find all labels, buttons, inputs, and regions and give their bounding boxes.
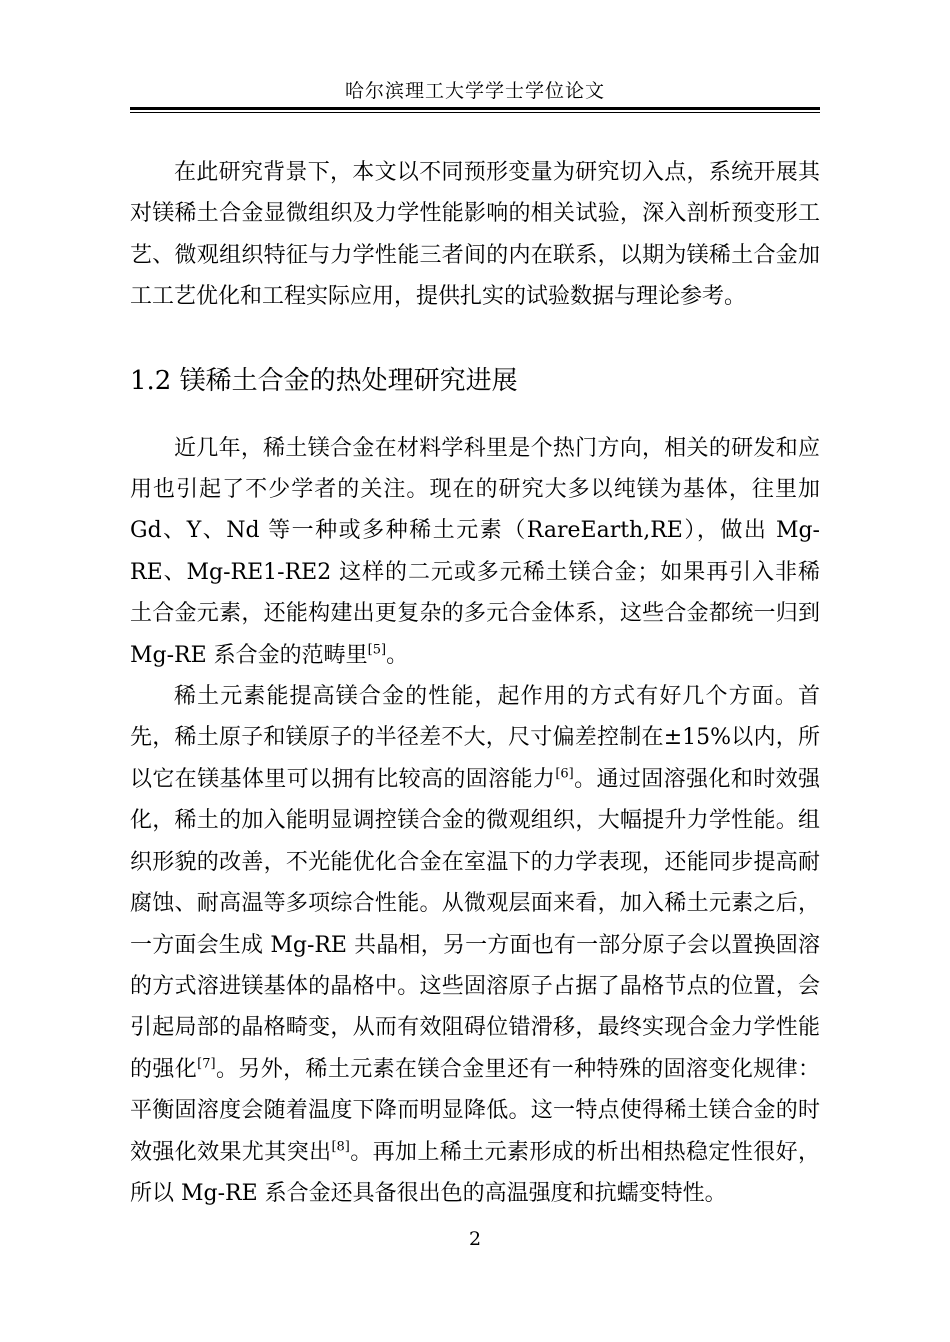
paragraph-text: 。另外，稀土元素在镁合金里还有一种特殊的固溶变化规律：平衡固溶度会随着温度下降而明显降低。这一特点使得稀土镁合金的时效强化效果尤其突出 — [130, 1056, 820, 1165]
paragraph-text: 稀土元素能提高镁合金的性能，起作用的方式有好几个方面。首先，稀土原子和镁原子的半径差不大，尺寸偏差控制在±15%以内，所以它在镁基体里可以拥有比较高的固溶能力 — [130, 684, 820, 792]
intro-paragraph: 在此研究背景下，本文以不同预形变量为研究切入点，系统开展其对镁稀土合金显微组织及力学性能影响的相关试验，深入剖析预变形工艺、微观组织特征与力学性能三者间的内在联系，以期为镁稀土合金加工工艺优化和工程实际应用，提供扎实的试验数据与理论参考。 — [130, 160, 820, 310]
citation-ref[interactable]: [7] — [197, 1056, 216, 1072]
header-rule-thick — [130, 107, 820, 110]
paragraph-text: 。再加上稀土元素形成的析出相热稳定性很好，所以 Mg-RE 系合金还具备很出色的高温强度和抗蠕变特性。 — [130, 1139, 820, 1206]
page-number: 2 — [468, 1228, 482, 1250]
paragraph-rare-earth-effects — [130, 676, 820, 1214]
running-header: 哈尔滨理工大学学士学位论文 — [344, 80, 605, 102]
paragraph-text: 。 — [386, 642, 409, 668]
section-heading: 1.2 镁稀土合金的热处理研究进展 — [130, 365, 518, 396]
paragraph-text: 近几年，稀土镁合金在材料学科里是个热门方向，相关的研发和应用也引起了不少学者的关注。现在的研究大多以纯镁为基体，往里加 Gd、Y、Nd 等一种或多种稀土元素（RareEarth,RE），做出 Mg-RE、Mg-RE1-RE2 这样的二元或多元稀土镁合金；如果再引入非稀土合金元素，还能构建出更复杂的多元合金体系，这些合金都统一归到 Mg-RE 系合金的范畴里 — [130, 435, 820, 668]
citation-ref[interactable]: [8] — [331, 1139, 350, 1155]
paragraph-research-overview — [130, 428, 820, 676]
citation-ref[interactable]: [6] — [555, 766, 574, 782]
citation-ref[interactable]: [5] — [367, 642, 387, 658]
header-rule-thin — [130, 112, 820, 113]
paragraph-text: 。通过固溶强化和时效强化，稀土的加入能明显调控镁合金的微观组织，大幅提升力学性能。组织形貌的改善，不光能优化合金在室温下的力学表现，还能同步提高耐腐蚀、耐高温等多项综合性能。从微观层面来看，加入稀土元素之后，一方面会生成 Mg-RE 共晶相，另一方面也有一部分原子会以置换固溶的方式溶进镁基体的晶格中。这些固溶原子占据了晶格节点的位置，会引起局部的晶格畸变，从而有效阻碍位错滑移，最终实现合金力学性能的强化 — [130, 766, 820, 1082]
body-content — [130, 152, 820, 1214]
